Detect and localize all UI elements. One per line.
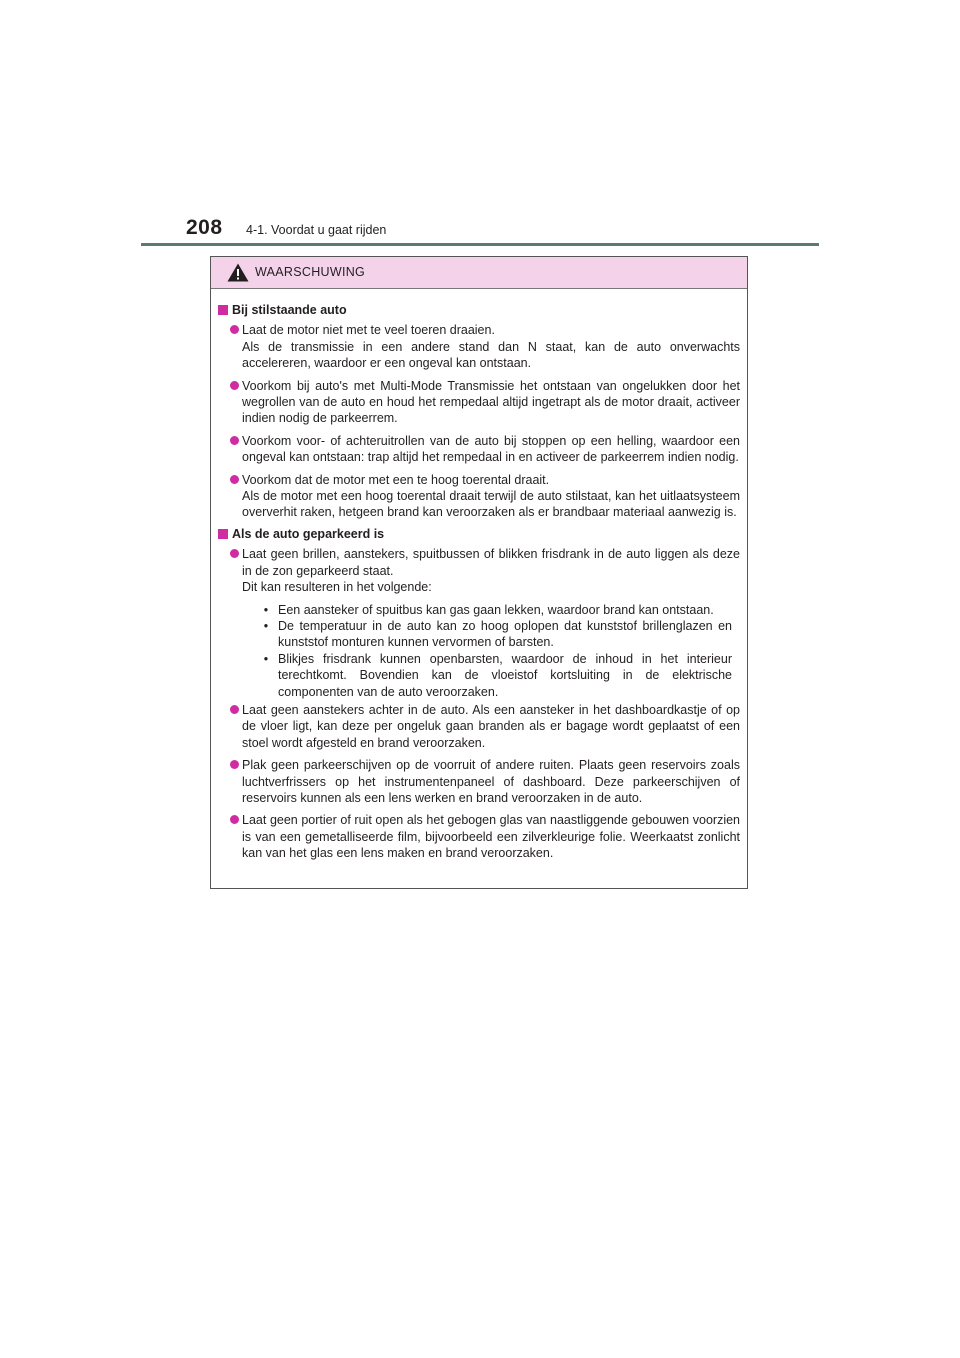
item-text: Laat de motor niet met te veel toeren draaien. — [242, 323, 495, 338]
warning-body — [211, 289, 747, 862]
round-bullet-icon — [230, 705, 239, 714]
item-text: Laat geen aanstekers achter in de auto. Als een aansteker in het dashboardkastje of op de vloer ligt, kan deze per ongeluk gaan branden als er bagage wordt geplaatst of een stoel wordt afgesteld en brand veroorzaken. — [242, 702, 740, 750]
item-text: Plak geen parkeerschijven op de voorruit of andere ruiten. Plaats geen reservoirs zoals luchtverfrissers op het instrumentenpaneel of dashboard. Deze parkeerschijven of reservoirs kunnen als een lens werken en brand veroorzaken in de auto. — [242, 758, 740, 805]
list-item — [218, 433, 740, 466]
sub-list — [254, 602, 732, 700]
item-text: Als de motor met een hoog toerental draait terwijl de auto stilstaat, kan het uitlaatsysteem oververhit raken, hetgeen brand kan veroorzaken als er brandbaar materiaal aanwezig is. — [242, 489, 740, 520]
page-number: 208 — [186, 216, 223, 239]
sub-list-item: • Een aansteker of spuitbus kan gas gaan lekken, waardoor brand kan ontstaan. — [263, 602, 714, 617]
round-bullet-icon — [230, 760, 239, 769]
list-item — [218, 472, 740, 521]
item-text: Laat geen portier of ruit open als het gebogen glas van naastliggende gebouwen voorzien is van een gemetalliseerde film, bijvoorbeeld een zilverkleurige folie. Weerkaatst zonlicht kan van het glas een lens maken en brand veroorzaken. — [242, 813, 740, 861]
item-text: Laat geen brillen, aanstekers, spuitbussen of blikken frisdrank in de auto liggen als deze in de zon geparkeerd staat. — [242, 547, 740, 578]
square-bullet-icon — [218, 305, 228, 315]
square-bullet-icon — [218, 529, 228, 539]
round-bullet-icon — [230, 475, 239, 484]
round-bullet-icon — [230, 815, 239, 824]
item-text: Dit kan resulteren in het volgende: — [242, 580, 432, 595]
list-item — [218, 322, 740, 371]
section-heading: Bij stilstaande auto — [218, 302, 740, 318]
round-bullet-icon — [230, 325, 239, 334]
sub-list-item: • De temperatuur in de auto kan zo hoog oplopen dat kunststof brillenglazen en kunststof monturen kunnen vervormen of barsten. — [263, 618, 732, 650]
warning-header — [211, 257, 747, 289]
sub-list-item: • Blikjes frisdrank kunnen openbarsten, waardoor de inhoud in het interieur terechtkomt. Bovendien kan de vloeistof kortsluiting in de elektrische componenten van de auto veroorzaken. — [263, 651, 732, 699]
warning-box — [210, 256, 748, 889]
round-bullet-icon — [230, 436, 239, 445]
warning-triangle-icon — [227, 263, 249, 282]
list-item — [218, 378, 740, 427]
list-item — [218, 702, 740, 751]
item-text: Als de transmissie in een andere stand dan N staat, kan de auto onverwachts accelereren, waardoor er een ongeval kan ontstaan. — [242, 339, 740, 371]
item-text: Voorkom bij auto's met Multi-Mode Transmissie het ontstaan van ongelukken door het wegrollen van de auto en houd het rempedaal altijd ingetrapt als de motor draait, activeer indien nodig de parkeerrem. — [242, 378, 740, 426]
round-bullet-icon — [230, 549, 239, 558]
warning-title: WAARSCHUWING — [255, 265, 366, 279]
list-item — [218, 757, 740, 806]
list-item — [218, 546, 740, 700]
section-title: 4-1. Voordat u gaat rijden — [246, 223, 387, 237]
item-text: Voorkom dat de motor met een te hoog toerental draait. — [242, 472, 550, 487]
item-text: Voorkom voor- of achteruitrollen van de auto bij stoppen op een helling, waardoor een ongeval kan ontstaan: trap altijd het rempedaal in en activeer de parkeerrem indien nodig. — [242, 433, 740, 465]
header-rule — [141, 243, 819, 246]
section-heading: Als de auto geparkeerd is — [218, 526, 740, 542]
round-bullet-icon — [230, 381, 239, 390]
list-item — [218, 812, 740, 861]
